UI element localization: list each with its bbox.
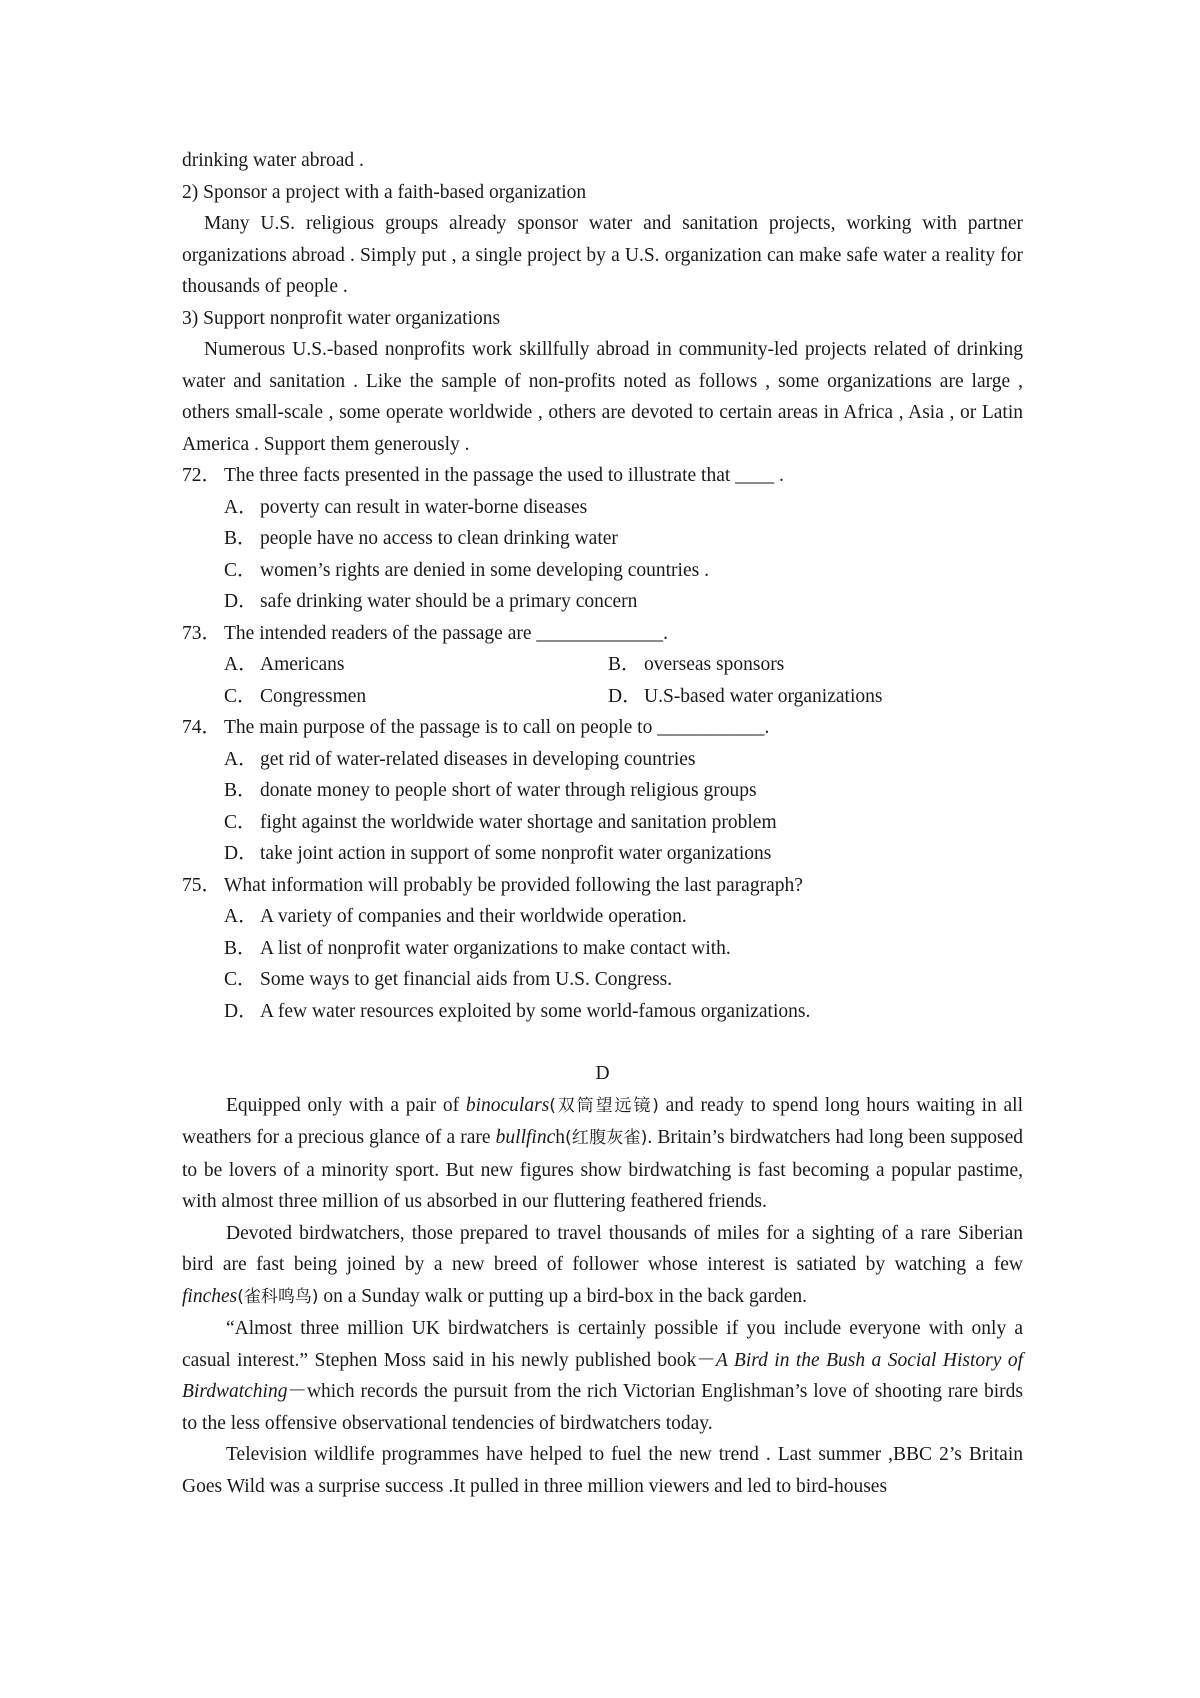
option-72-d[interactable] xyxy=(182,586,1023,618)
option-label: D． xyxy=(608,685,642,707)
option-75-b[interactable] xyxy=(182,933,1023,965)
text: “Almost three million UK birdwatchers is certainly possible if you include everyone with only a casual interest.” Stephen Moss said in his newly published book xyxy=(182,1318,1023,1371)
option-text: get rid of water-related diseases in developing countries xyxy=(260,748,696,770)
passage-c-continuation: drinking water abroad . xyxy=(182,150,364,171)
text: which records the pursuit from the rich Victorian Englishman’s love of shooting rare birds to the less offensive observational tendencies of birdwatchers today. xyxy=(182,1381,1023,1434)
option-label: B． xyxy=(224,528,257,549)
option-text: donate money to people short of water through religious groups xyxy=(260,780,757,801)
option-73-c[interactable] xyxy=(224,681,608,713)
option-text: U.S-based water organizations xyxy=(644,685,883,707)
option-label: A． xyxy=(224,496,258,518)
option-label: C． xyxy=(224,969,257,990)
option-label: A． xyxy=(224,906,258,927)
question-74 xyxy=(182,712,1023,744)
option-text: Americans xyxy=(260,654,345,675)
passage-d-paragraph-1 xyxy=(182,1090,1023,1218)
option-row-73-cd xyxy=(182,681,1023,713)
option-label: B． xyxy=(608,654,641,675)
option-label: B． xyxy=(224,780,257,801)
option-label: D． xyxy=(224,1000,258,1022)
option-text: safe drinking water should be a primary concern xyxy=(260,591,638,612)
chinese-gloss: (雀科鸣鸟) xyxy=(237,1286,319,1307)
option-75-d[interactable] xyxy=(182,996,1023,1028)
passage-d-paragraph-4: Television wildlife programmes have helped to fuel the new trend . Last summer ,BBC 2’s Britain Goes Wild was a surprise success .It pulled in three million viewers and led to bird-houses xyxy=(182,1444,1023,1497)
question-stem: The main purpose of the passage is to call on people to ___________. xyxy=(224,717,770,738)
text: and ready to spend long hours waiting in all weathers for a precious glance of a rare xyxy=(182,1094,1023,1148)
question-number: 74． xyxy=(182,717,222,738)
option-74-c[interactable] xyxy=(182,807,1023,839)
section-heading-d: D xyxy=(595,1063,610,1084)
option-label: C． xyxy=(224,559,257,581)
question-number: 75． xyxy=(182,874,222,896)
item3-body: Numerous U.S.-based nonprofits work skillfully abroad in community-led projects related of drinking water and sanitation . Like the sample of non-profits noted as follows , some organizations are large , others small-scale , some operate worldwide , others are devoted to certain areas in Africa , Asia , or Latin America . Support them generously . xyxy=(182,339,1023,455)
question-stem: The intended readers of the passage are _____________. xyxy=(224,622,669,644)
option-75-c[interactable] xyxy=(182,964,1023,996)
option-label: C． xyxy=(224,811,257,833)
option-72-c[interactable] xyxy=(182,555,1023,587)
option-text: A few water resources exploited by some world-famous organizations. xyxy=(260,1000,811,1022)
exam-page xyxy=(182,145,1023,1502)
option-73-b[interactable] xyxy=(608,649,992,681)
item2-heading: 2) Sponsor a project with a faith-based organization xyxy=(182,181,587,203)
dash: － xyxy=(287,1381,307,1402)
item2-body: Many U.S. religious groups already sponsor water and sanitation projects, working with partner organizations abroad . Simply put , a single project by a U.S. organization can make safe water a reality for thousands of people . xyxy=(182,213,1023,297)
term-bullfinch: bullfinc xyxy=(495,1127,556,1148)
question-75 xyxy=(182,870,1023,902)
option-label: B． xyxy=(224,937,257,959)
chinese-gloss: (红腹灰雀) xyxy=(565,1128,648,1148)
text: Devoted birdwatchers, those prepared to travel thousands of miles for a sighting of a rare Siberian bird are fast being joined by a new breed of follower whose interest is satiated by watching a few xyxy=(182,1222,1023,1275)
option-label: D． xyxy=(224,843,258,864)
term-binoculars: binoculars xyxy=(465,1094,550,1116)
option-text: Congressmen xyxy=(260,685,367,707)
option-text: people have no access to clean drinking water xyxy=(260,528,618,549)
option-text: poverty can result in water-borne diseases xyxy=(260,496,588,518)
question-number: 73． xyxy=(182,622,222,644)
option-73-d[interactable] xyxy=(608,681,992,713)
option-label: A． xyxy=(224,748,258,770)
chinese-gloss: (双筒望远镜) xyxy=(549,1095,659,1116)
text: . Britain’s birdwatchers had long been supposed to be lovers of a minority sport. But new figures show birdwatching is fast becoming a popular pastime, with almost three million of us absorbed in our fluttering feathered friends. xyxy=(182,1127,1024,1212)
option-74-a[interactable] xyxy=(182,744,1023,776)
question-stem: The three facts presented in the passage the used to illustrate that ____ . xyxy=(224,465,784,486)
term-finches: finches xyxy=(182,1285,238,1307)
option-text: fight against the worldwide water shortage and sanitation problem xyxy=(260,811,777,833)
option-text: Some ways to get financial aids from U.S. Congress. xyxy=(260,969,673,990)
passage-d-paragraph-3 xyxy=(182,1313,1023,1439)
option-72-b[interactable] xyxy=(182,523,1023,555)
option-74-b[interactable] xyxy=(182,775,1023,807)
option-label: C． xyxy=(224,685,257,707)
text: h xyxy=(555,1127,565,1148)
question-72 xyxy=(182,460,1023,492)
question-number: 72． xyxy=(182,465,222,486)
dash: － xyxy=(696,1349,716,1371)
option-text: A variety of companies and their worldwide operation. xyxy=(260,906,687,927)
passage-d-paragraph-2 xyxy=(182,1218,1023,1314)
option-row-73-ab xyxy=(182,649,1023,681)
option-72-a[interactable] xyxy=(182,492,1023,524)
option-73-a[interactable] xyxy=(224,649,608,681)
item3-heading: 3) Support nonprofit water organizations xyxy=(182,307,501,329)
option-text: women’s rights are denied in some developing countries . xyxy=(260,559,709,581)
option-label: A． xyxy=(224,654,258,675)
option-text: A list of nonprofit water organizations to make contact with. xyxy=(260,937,731,959)
option-label: D． xyxy=(224,591,258,612)
text: Equipped only with a pair of xyxy=(226,1094,466,1116)
option-75-a[interactable] xyxy=(182,901,1023,933)
question-stem: What information will probably be provided following the last paragraph? xyxy=(224,874,803,896)
option-74-d[interactable] xyxy=(182,838,1023,870)
question-73 xyxy=(182,618,1023,650)
text: on a Sunday walk or putting up a bird-box in the back garden. xyxy=(318,1285,807,1307)
option-text: take joint action in support of some nonprofit water organizations xyxy=(260,843,772,864)
book-title: A Bird in the Bush a Social History of Birdwatching xyxy=(182,1349,1023,1402)
option-text: overseas sponsors xyxy=(644,654,785,675)
